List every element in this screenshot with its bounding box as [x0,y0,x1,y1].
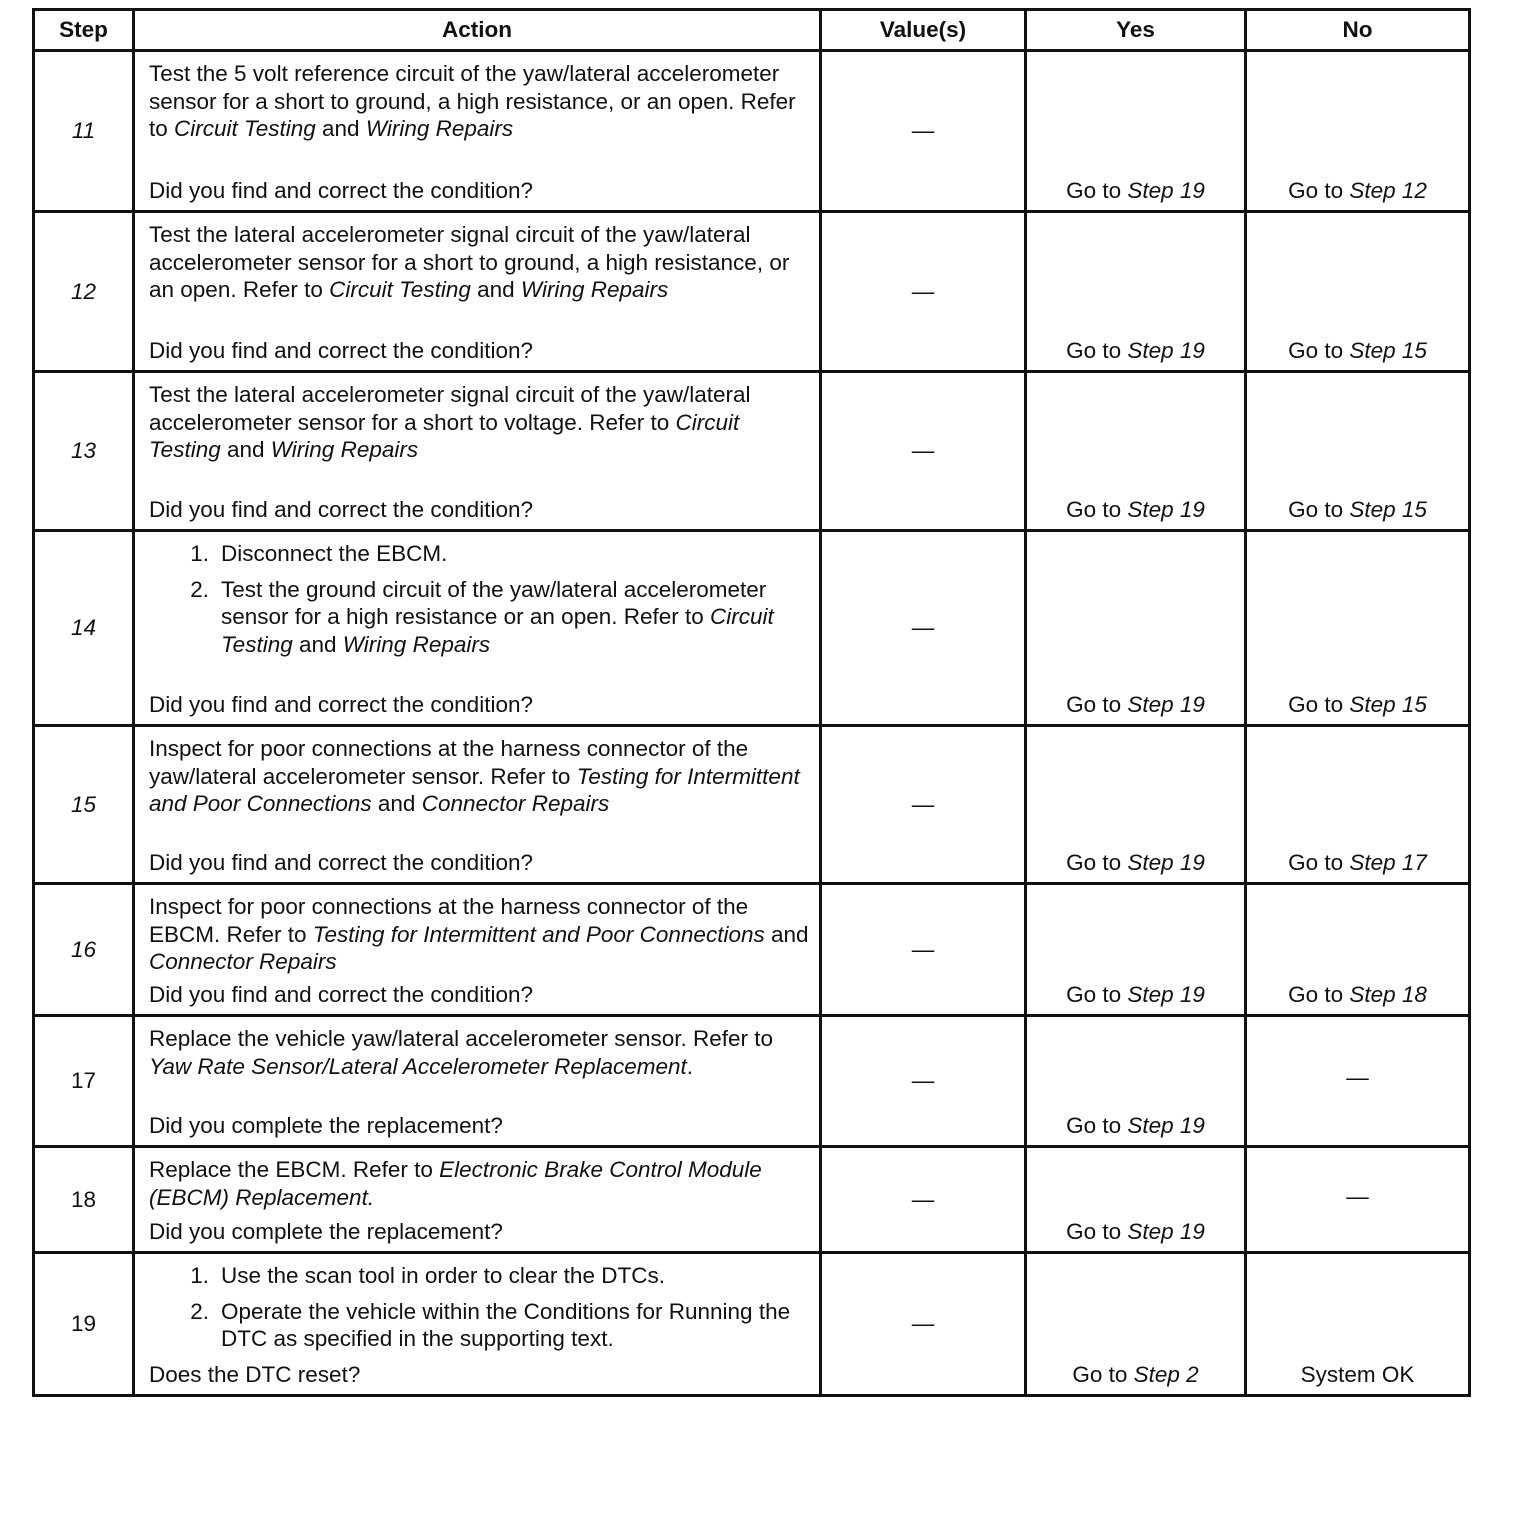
text-segment: Go to [1066,337,1128,363]
action-question: Did you complete the replacement? [149,1112,503,1138]
yes-cell [1026,51,1246,212]
yes-cell [1026,1016,1246,1147]
text-segment: and [292,631,343,657]
action-cell [134,1147,821,1253]
action-content [149,60,809,204]
header-row [34,10,1470,51]
value-cell: — [821,884,1026,1016]
reference-link-text: Testing for Intermittent and Poor Connections [312,921,765,947]
action-instructions [149,1025,809,1080]
action-instructions [149,221,809,304]
reference-link-text: Electronic Brake Control Module (EBCM) Replacement. [149,1157,762,1210]
step-number: 17 [34,1016,134,1147]
action-content [149,1025,809,1139]
action-question: Does the DTC reset? [149,1361,361,1387]
list-number: 1. [190,1263,209,1288]
reference-link-text: Step 15 [1349,337,1427,363]
text-segment: Go to [1066,981,1128,1007]
text-segment: and [764,921,809,947]
text-segment: Go to [1066,849,1128,875]
text-segment: Go to [1288,691,1350,717]
text-segment: Go to [1066,496,1128,522]
action-instructions [149,60,809,143]
no-cell [1246,1016,1470,1147]
text-segment: Go to [1066,177,1128,203]
reference-link-text: Step 19 [1127,1218,1205,1244]
list-text [221,1262,665,1290]
text-segment: Go to [1288,981,1350,1007]
action-cell [134,884,821,1016]
action-cell [134,372,821,531]
action-instructions [149,1156,809,1211]
value-cell: — [821,51,1026,212]
reference-link-text: Step 19 [1127,337,1205,363]
step-number: 19 [34,1253,134,1396]
yes-cell [1026,212,1246,372]
yes-cell [1026,531,1246,726]
header-step: Step [34,10,134,51]
text-segment: Go to [1066,1112,1128,1138]
reference-link-text: Circuit Testing [221,604,774,657]
action-instructions [149,893,809,976]
list-item [149,576,809,659]
table-row [34,1147,1470,1253]
step-number: 12 [34,212,134,372]
action-content [149,893,809,1008]
list-item [149,540,809,568]
reference-link-text: Step 19 [1127,177,1205,203]
text-segment: Replace the EBCM. Refer to [149,1157,440,1182]
action-cell [134,212,821,372]
list-text [221,576,809,659]
reference-link-text: Step 18 [1349,981,1427,1007]
reference-link-text: Connector Repairs [421,791,610,816]
action-instructions [149,381,809,464]
text-segment: Go to [1072,1361,1134,1387]
text-segment: Use the scan tool in order to clear the DTCs. [221,1263,665,1288]
text-segment: Go to [1288,849,1350,875]
no-cell [1246,1253,1470,1396]
list-item [149,1298,809,1353]
value-cell: — [821,1253,1026,1396]
text-segment: Inspect for poor connections at the harness connector of the yaw/lateral accelerometer sensor. Refer to [149,736,749,789]
action-content [149,221,809,364]
reference-link-text: Step 17 [1349,849,1427,875]
yes-cell [1026,1253,1246,1396]
diagnostic-table [32,8,1471,1397]
text-segment: Replace the vehicle yaw/lateral accelerometer sensor. Refer to [149,1026,774,1051]
header-yes: Yes [1026,10,1246,51]
action-cell [134,1253,821,1396]
text-segment: Test the 5 volt reference circuit of the yaw/lateral accelerometer sensor for a short to ground, a high resistance, or an open. Refer to [149,61,796,141]
list-text [221,540,447,568]
no-cell [1246,372,1470,531]
yes-cell [1026,1147,1246,1253]
reference-link-text: Yaw Rate Sensor/Lateral Accelerometer Replacement [149,1053,687,1079]
step-number: 15 [34,726,134,884]
action-question: Did you find and correct the condition? [149,496,533,522]
text-segment: Go to [1288,177,1350,203]
reference-link-text: Step 19 [1127,1112,1205,1138]
reference-link-text: Step 19 [1127,981,1205,1007]
step-number: 18 [34,1147,134,1253]
list-number: 1. [190,541,209,566]
text-segment: Go to [1066,1218,1128,1244]
action-content [149,1156,809,1245]
text-segment: and [470,277,521,302]
text-segment: Test the lateral accelerometer signal circuit of the yaw/lateral accelerometer sensor for a short to ground, a high resistance, or an open. Refer to [149,222,790,302]
header-action: Action [134,10,821,51]
reference-link-text: Circuit Testing [174,116,316,141]
text-segment: and [315,116,366,141]
value-cell: — [821,212,1026,372]
value-cell: — [821,726,1026,884]
text-segment: Go to [1288,496,1350,522]
list-text [221,1298,809,1353]
value-cell: — [821,1147,1026,1253]
text-segment: Go to [1066,691,1128,717]
action-instructions [149,1262,809,1361]
action-cell [134,1016,821,1147]
list-item [149,1262,809,1290]
reference-link-text: Wiring Repairs [365,116,514,141]
action-question: Did you find and correct the condition? [149,981,533,1007]
yes-cell [1026,884,1246,1016]
action-instructions [149,735,809,818]
reference-link-text: Step 12 [1349,177,1427,203]
reference-link-text: Wiring Repairs [342,631,491,657]
step-number: 14 [34,531,134,726]
text-segment: and [220,437,271,462]
table-row [34,884,1470,1016]
action-content [149,540,809,718]
action-question: Did you find and correct the condition? [149,177,533,203]
reference-link-text: Testing for Intermittent and Poor Connections [149,763,800,816]
table-row [34,51,1470,212]
no-cell [1246,531,1470,726]
action-instructions [149,540,809,666]
yes-cell [1026,372,1246,531]
value-cell: — [821,372,1026,531]
reference-link-text: Connector Repairs [149,949,337,974]
no-cell [1246,884,1470,1016]
value-cell: — [821,531,1026,726]
text-segment: . [686,1053,694,1079]
table-row [34,212,1470,372]
reference-link-text: Wiring Repairs [270,437,419,462]
reference-link-text: Step 2 [1133,1361,1199,1387]
no-cell [1246,1147,1470,1253]
value-cell: — [821,1016,1026,1147]
list-number: 2. [190,1298,209,1324]
header-no: No [1246,10,1470,51]
text-segment: Operate the vehicle within the Conditions for Running the DTC as specified in the supporting text. [221,1298,791,1351]
action-cell [134,531,821,726]
action-cell [134,51,821,212]
header-values: Value(s) [821,10,1026,51]
table-row [34,726,1470,884]
action-question: Did you complete the replacement? [149,1218,503,1244]
table-row [34,372,1470,531]
action-question: Did you find and correct the condition? [149,691,533,717]
yes-cell [1026,726,1246,884]
no-cell [1246,212,1470,372]
reference-link-text: Wiring Repairs [520,277,669,302]
text-segment: — [1346,1065,1369,1091]
action-content [149,1262,809,1388]
reference-link-text: Circuit Testing [149,409,740,462]
numbered-list [149,1262,809,1353]
action-question: Did you find and correct the condition? [149,337,533,363]
numbered-list [149,540,809,658]
text-segment: Test the lateral accelerometer signal circuit of the yaw/lateral accelerometer sensor for a short to voltage. Refer to [149,382,751,435]
reference-link-text: Step 15 [1349,496,1427,522]
text-segment: — [1346,1183,1369,1209]
table-row [34,531,1470,726]
action-cell [134,726,821,884]
action-content [149,381,809,523]
reference-link-text: Step 19 [1127,849,1205,875]
step-number: 16 [34,884,134,1016]
table-row [34,1016,1470,1147]
list-number: 2. [190,576,209,602]
text-segment: and [371,791,422,816]
text-segment: System OK [1300,1361,1415,1387]
reference-link-text: Circuit Testing [329,277,471,302]
action-content [149,735,809,876]
reference-link-text: Step 15 [1349,691,1427,717]
text-segment: Test the ground circuit of the yaw/lateral accelerometer sensor for a high resistance or an open. Refer to [221,576,767,629]
action-question: Did you find and correct the condition? [149,849,533,875]
step-number: 11 [34,51,134,212]
table-row [34,1253,1470,1396]
reference-link-text: Step 19 [1127,691,1205,717]
text-segment: Go to [1288,337,1350,363]
no-cell [1246,726,1470,884]
text-segment: Disconnect the EBCM. [221,541,448,566]
step-number: 13 [34,372,134,531]
no-cell [1246,51,1470,212]
reference-link-text: Step 19 [1127,496,1205,522]
text-segment: Inspect for poor connections at the harness connector of the EBCM. Refer to [149,894,749,947]
